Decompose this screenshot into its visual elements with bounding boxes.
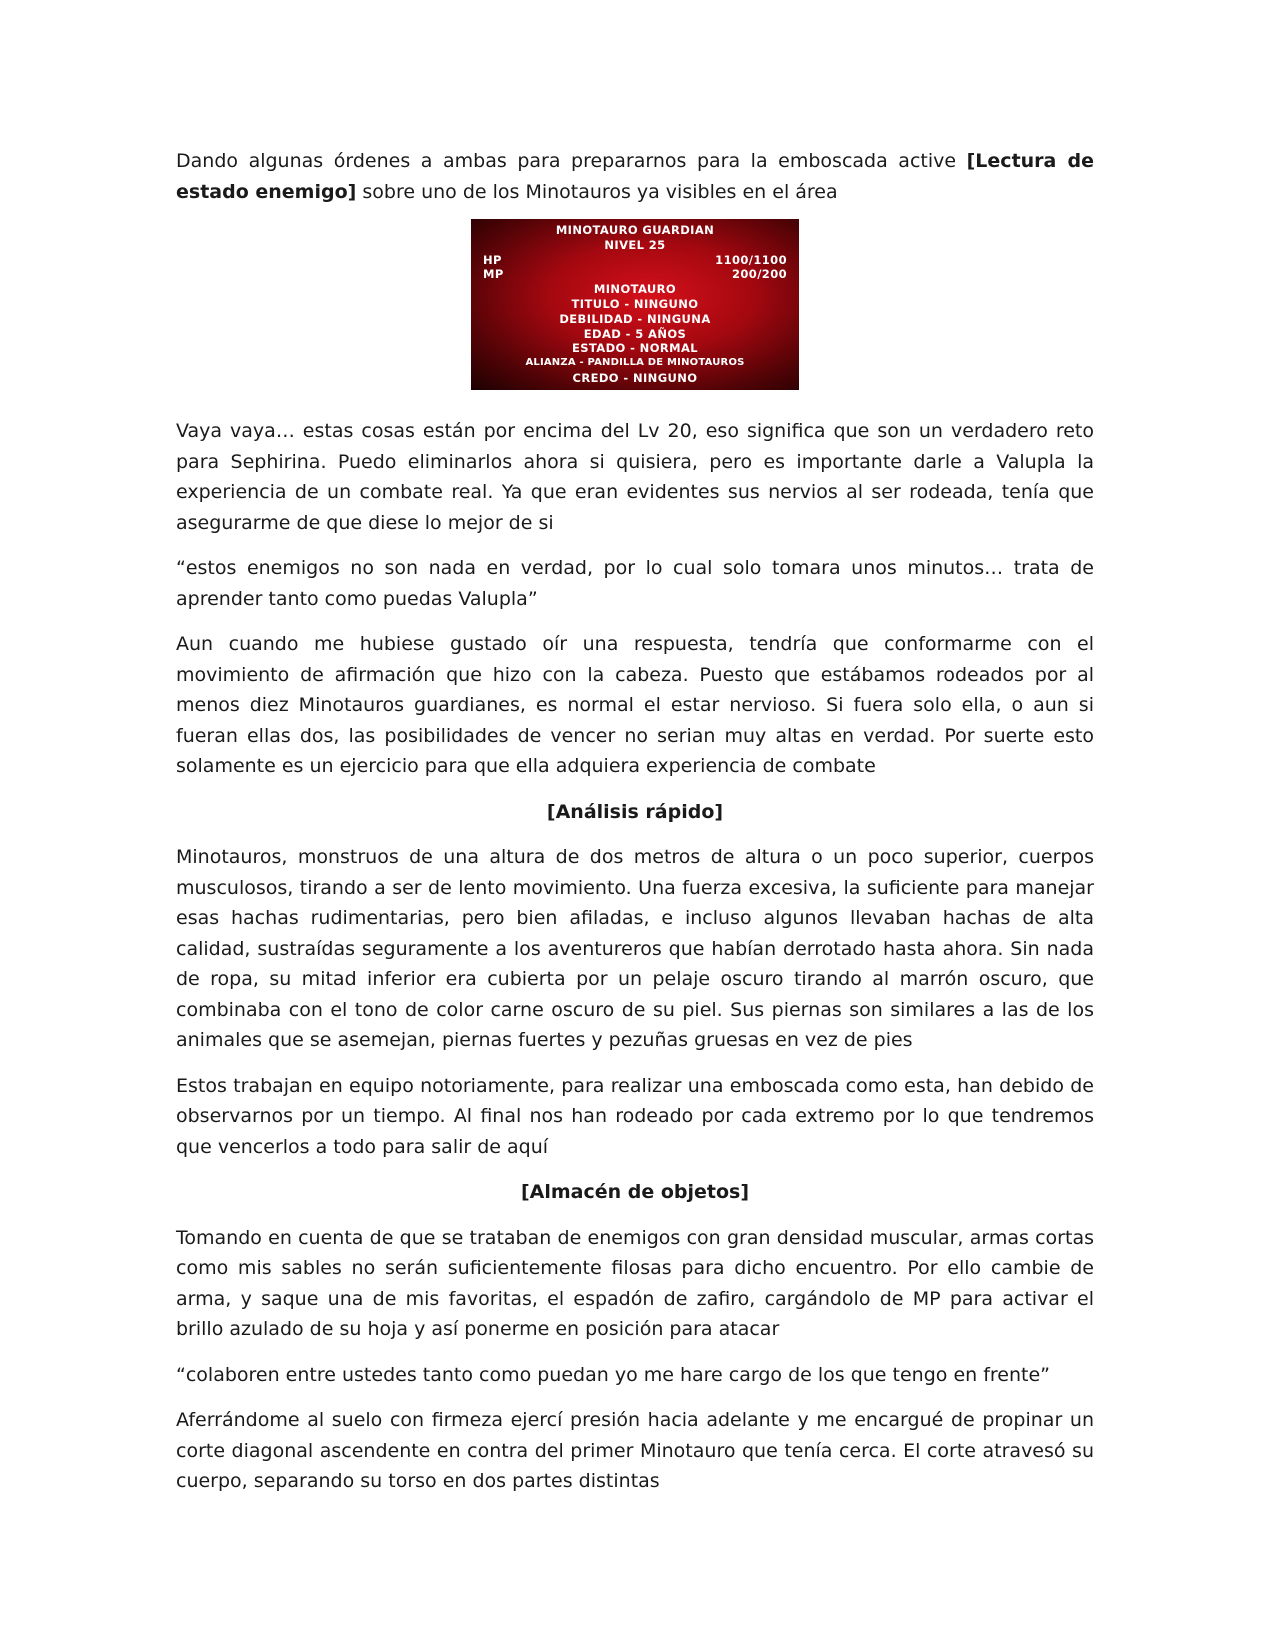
- enemy-status-window: [471, 219, 799, 390]
- status-image-wrapper: [176, 219, 1094, 390]
- hp-row: [479, 253, 791, 268]
- heading-item-storage: [Almacén de objetos]: [520, 1181, 750, 1203]
- skill-name: [Lectura de estado enemigo]: [176, 150, 1094, 203]
- enemy-title: TITULO - NINGUNO: [571, 296, 699, 311]
- hp-value: 1100/1100: [715, 252, 787, 267]
- paragraph-2: Vaya vaya… estas cosas están por encima del Lv 20, eso significa que son un verdadero reto para Sephirina. Puedo eliminarlos ahora si quisiera, pero es importante darle a Valupla la experiencia de un combate real. Ya que eran evidentes sus nervios al ser rodeada, tenía que asegurarme de que diese lo mejor de si: [176, 420, 1094, 534]
- paragraph-9: Aferrándome al suelo con firmeza ejercí presión hacia adelante y me encargué de propinar un corte diagonal ascendente en contra del primer Minotauro que tenía cerca. El corte atravesó su cuerpo, separando su torso en dos partes distintas: [176, 1409, 1094, 1492]
- paragraph-3: “estos enemigos no son nada en verdad, por lo cual solo tomara unos minutos… trata de aprender tanto como puedas Valupla”: [176, 557, 1094, 610]
- enemy-level: NIVEL 25: [604, 237, 666, 252]
- paragraph-4: Aun cuando me hubiese gustado oír una respuesta, tendría que conformarme con el movimiento de afirmación que hizo con la cabeza. Puesto que estábamos rodeados por al menos diez Minotauros guardianes, es normal el estar nervioso. Si fuera solo ella, o aun si fueran ellas dos, las posibilidades de vencer no serian muy altas en verdad. Por suerte esto solamente es un ejercicio para que ella adquiera experiencia de combate: [176, 633, 1094, 777]
- paragraph-6: Estos trabajan en equipo notoriamente, para realizar una emboscada como esta, han debido de observarnos por un tiempo. Al final nos han rodeado por cada extremo por lo que tendremos que vencerlos a todo para salir de aquí: [176, 1074, 1094, 1158]
- mp-row: [479, 267, 791, 282]
- enemy-age: EDAD - 5 AÑOS: [583, 326, 687, 341]
- paragraph-1: [176, 146, 1094, 207]
- heading-quick-analysis: [Análisis rápido]: [546, 800, 724, 823]
- enemy-creed: CREDO - NINGUNO: [572, 370, 698, 385]
- mp-value: 200/200: [731, 267, 787, 282]
- paragraph-5: Minotauros, monstruos de una altura de dos metros de altura o un poco superior, cuerpos musculosos, tirando a ser de lento movimiento. Una fuerza excesiva, la suficiente para manejar esas hachas rudimentarias, pero bien afiladas, e incluso algunos llevaban hachas de alta calidad, sustraídas seguramente a los aventureros que habían derrotado hasta ahora. Sin nada de ropa, su mitad inferior era cubierta por un pelaje oscuro tirando al marrón oscuro, que combinaba con el tono de color carne oscuro de su piel. Sus piernas son similares a las de los animales que se asemejan, piernas fuertes y pezuñas gruesas en vez de pies: [176, 846, 1094, 1051]
- enemy-weakness: DEBILIDAD - NINGUNA: [559, 311, 711, 326]
- enemy-race: MINOTAURO: [593, 282, 677, 297]
- paragraph-7: Tomando en cuenta de que se trataban de enemigos con gran densidad muscular, armas cortas como mis sables no serán suficientemente filosas para dicho encuentro. Por ello cambie de arma, y saque una de mis favoritas, el espadón de zafiro, cargándolo de MP para activar el brillo azulado de su hoja y así ponerme en posición para atacar: [176, 1226, 1094, 1340]
- mp-label: MP: [483, 267, 504, 282]
- hp-label: HP: [483, 252, 502, 267]
- enemy-name: MINOTAURO GUARDIAN: [555, 223, 715, 237]
- document-page: [176, 146, 1094, 1512]
- paragraph-8: “colaboren entre ustedes tanto como puedan yo me hare cargo de los que tengo en frente”: [176, 1363, 1051, 1386]
- enemy-state: ESTADO - NORMAL: [571, 341, 699, 356]
- paragraph-1-tail: sobre uno de los Minotauros ya visibles en el área: [356, 180, 838, 203]
- paragraph-1-text: Dando algunas órdenes a ambas para prepararnos para la emboscada active: [176, 150, 967, 172]
- enemy-alliance: ALIANZA - PANDILLA DE MINOTAUROS: [525, 357, 745, 369]
